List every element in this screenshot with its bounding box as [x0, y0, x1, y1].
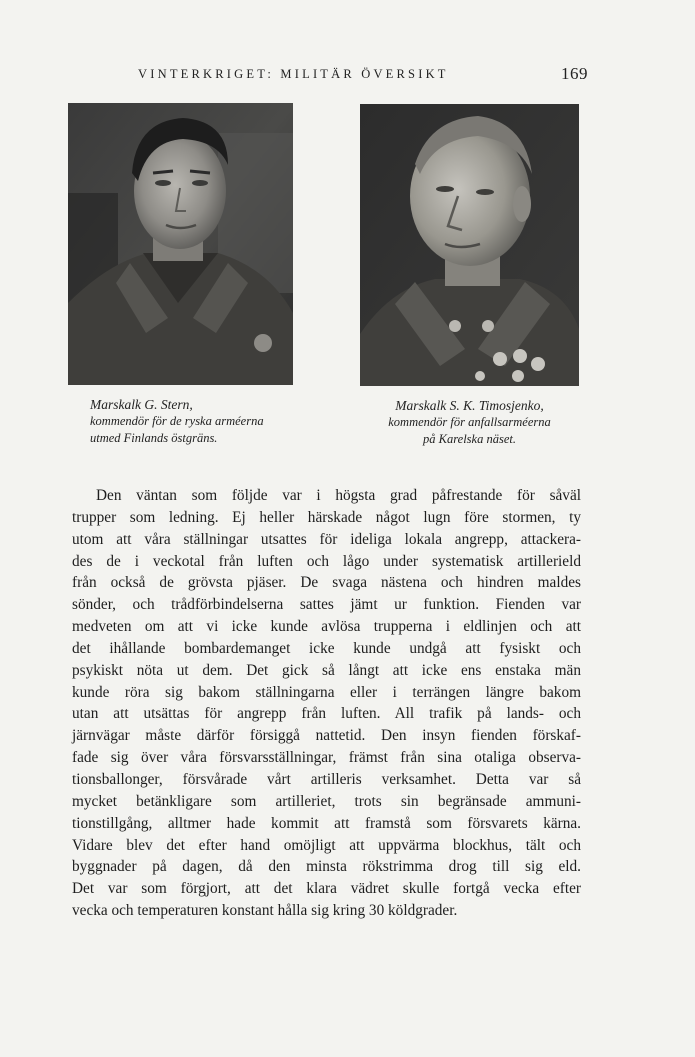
text-line: mycket betänkligare som artilleriet, trots sin begränsade ammuni- [72, 792, 581, 810]
caption-right-line-3: på Karelska näset. [423, 432, 516, 446]
caption-right-line-2: kommendör för anfallsarméerna [388, 415, 551, 429]
text-line: byggnader på dagen, då den minsta rökstrimma drog till sig eld. [72, 858, 581, 876]
caption-left-line-3: utmed Finlands östgräns. [90, 431, 218, 445]
running-title: VINTERKRIGET: MILITÄR ÖVERSIKT [138, 67, 449, 81]
text-line: medveten om att vi icke kunde avlösa trupperna i eldlinjen och att [72, 618, 581, 636]
text-line: psykiskt nöta ut dem. Det gick så långt att icke ens enstaka män [72, 661, 581, 679]
portrait-photo-icon [360, 104, 579, 386]
text-line: Vidare blev det efter hand omöjligt att uppvärma blockhus, tält och [72, 836, 581, 854]
text-line: vecka och temperaturen konstant hålla sig kring 30 köldgrader. [72, 902, 458, 920]
text-line: tionstillgång, alltmer hade kommit att framstå som försvarets kärna. [72, 814, 581, 832]
photo-caption-left [90, 396, 310, 447]
text-line: trupper som ledning. Ej heller härskade något lugn före stormen, ty [72, 508, 581, 526]
text-line: det ihållande bombardemanget icke kunde undgå att fysiskt och [72, 639, 581, 657]
text-line: tionsballonger, försvårade vårt artilleris verksamhet. Detta var så [72, 770, 581, 788]
text-line: utan att utsättas för angrepp från luften. All trafik på lands- och [72, 705, 581, 723]
photo-caption-right [360, 397, 579, 448]
caption-left-line-1: Marskalk G. Stern, [90, 397, 193, 412]
portrait-photo-stern [68, 103, 293, 385]
text-line: utom att våra ställningar utsattes för ideliga lokala angrepp, attackera- [72, 530, 581, 548]
text-line: järnvägar måste därför försiggå nattetid. Den insyn fienden förskaf- [72, 727, 581, 745]
text-line: från också de grövsta pjäser. De svaga nästena och hindren maldes [72, 574, 581, 592]
portrait-photo-timosjenko [360, 104, 579, 386]
caption-left-line-2: kommendör för de ryska arméerna [90, 414, 264, 428]
portrait-photo-icon [68, 103, 293, 385]
text-line: Det var som förgjort, att det klara vädret skulle fortgå vecka efter [72, 880, 581, 898]
text-line: fade sig över våra försvarsställningar, främst från sina otaliga observa- [72, 749, 581, 767]
text-line: Den väntan som följde var i högsta grad påfrestande för såväl [96, 487, 581, 504]
page-number: 169 [561, 64, 588, 83]
text-line: kunde röra sig bakom ställningarna eller i terrängen längre bakom [72, 683, 581, 701]
page-header [138, 64, 588, 88]
caption-right-line-1: Marskalk S. K. Timosjenko, [395, 398, 544, 413]
text-line: des de i veckotal från luften och lågo under systematisk artillerield [72, 552, 581, 570]
body-paragraph [72, 485, 581, 922]
text-line: sönder, och trådförbindelserna sattes jämt ur funktion. Fienden var [72, 596, 581, 614]
